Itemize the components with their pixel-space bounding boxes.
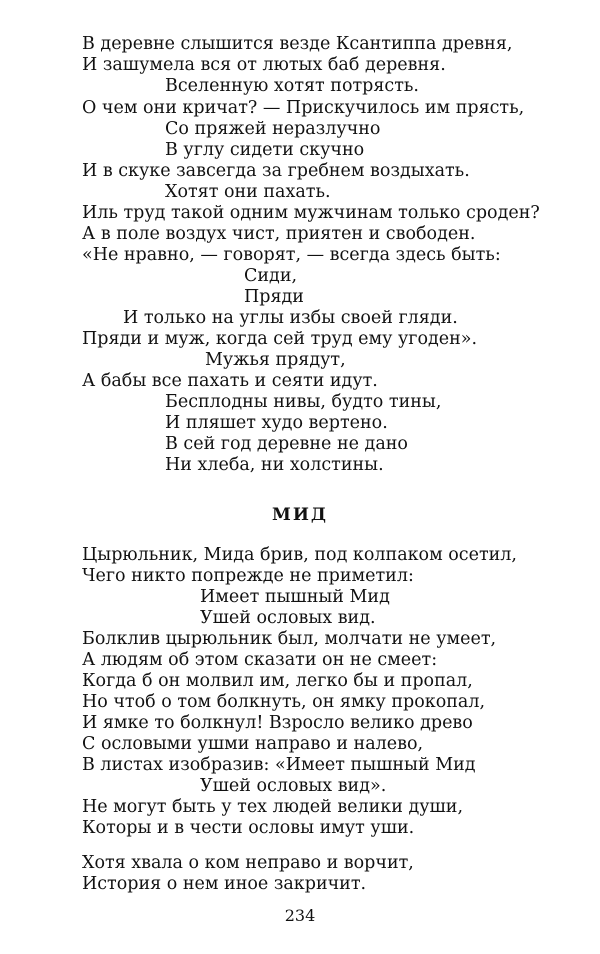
poem-line: А людям об этом сказати он не смеет: [82,650,438,670]
poem-line: Мужья прядут, [205,350,346,370]
poem-line: С ословыми ушми направо и налево, [82,734,424,754]
poem-line: Ушей ословых вид. [200,608,376,628]
poem-line: Ни хлеба, ни холстины. [165,455,384,475]
poem-line: Ушей ословых вид». [200,776,387,796]
poem-line: Не могут быть у тех людей велики души, [82,797,464,817]
poem-line: Бесплодны нивы, будто тины, [165,392,442,412]
poem-line: И зашумела вся от лютых баб деревня. [82,55,446,75]
poem-line: Когда б он молвил им, легко бы и пропал, [82,671,473,691]
poem-line: В сей год деревне не дано [165,434,408,454]
poem-line: А в поле воздух чист, приятен и свободен. [82,224,476,244]
poem-line: История о нем иное закричит. [82,874,367,894]
poem-line: Пряди и муж, когда сей труд ему угоден». [82,329,478,349]
poem-line: Которы и в чести ословы имут уши. [82,818,415,838]
poem-line: И ямке то болкнул! Взросло велико древо [82,713,473,733]
poem-line: Чего никто попрежде не приметил: [82,566,414,586]
poem-line: Но чтоб о том болкнуть, он ямку прокопал, [82,692,486,712]
poem-line: В листах изобразив: «Имеет пышный Мид [82,755,476,775]
poem-line: В деревне слышится везде Ксантиппа древня, [82,34,513,54]
poem-title: МИД [272,505,328,525]
poem-line: Со пряжей неразлучно [165,119,381,139]
poem-line: Имеет пышный Мид [200,587,390,607]
poem-line: Пряди [244,287,304,307]
poem-line: И пляшет худо вертено. [165,413,388,433]
poem-line: Вселенную хотят потрясть. [165,76,419,96]
poem-line: Сиди, [244,266,298,286]
poem-line: Болклив цырюльник был, молчати не умеет, [82,629,497,649]
page-number: 234 [284,906,316,925]
poem-line: Иль труд такой одним мужчинам только сроден? [82,203,540,223]
poem-line: Хотя хвала о ком неправо и ворчит, [82,853,414,873]
poem-line: И только на углы избы своей гляди. [123,308,458,328]
poem-line: А бабы все пахать и сеяти идут. [82,371,378,391]
poem-line: В углу сидети скучно [165,140,365,160]
poem-line: И в скуке завсегда за гребнем воздыхать. [82,161,470,181]
poem-line: «Не нравно, — говорят, — всегда здесь быть: [82,245,501,265]
poem-line: Хотят они пахать. [165,182,331,202]
poem-line: О чем они кричат? — Прискучилось им прясть, [82,98,525,118]
poem-line: Цырюльник, Мида брив, под колпаком осетил, [82,545,517,565]
